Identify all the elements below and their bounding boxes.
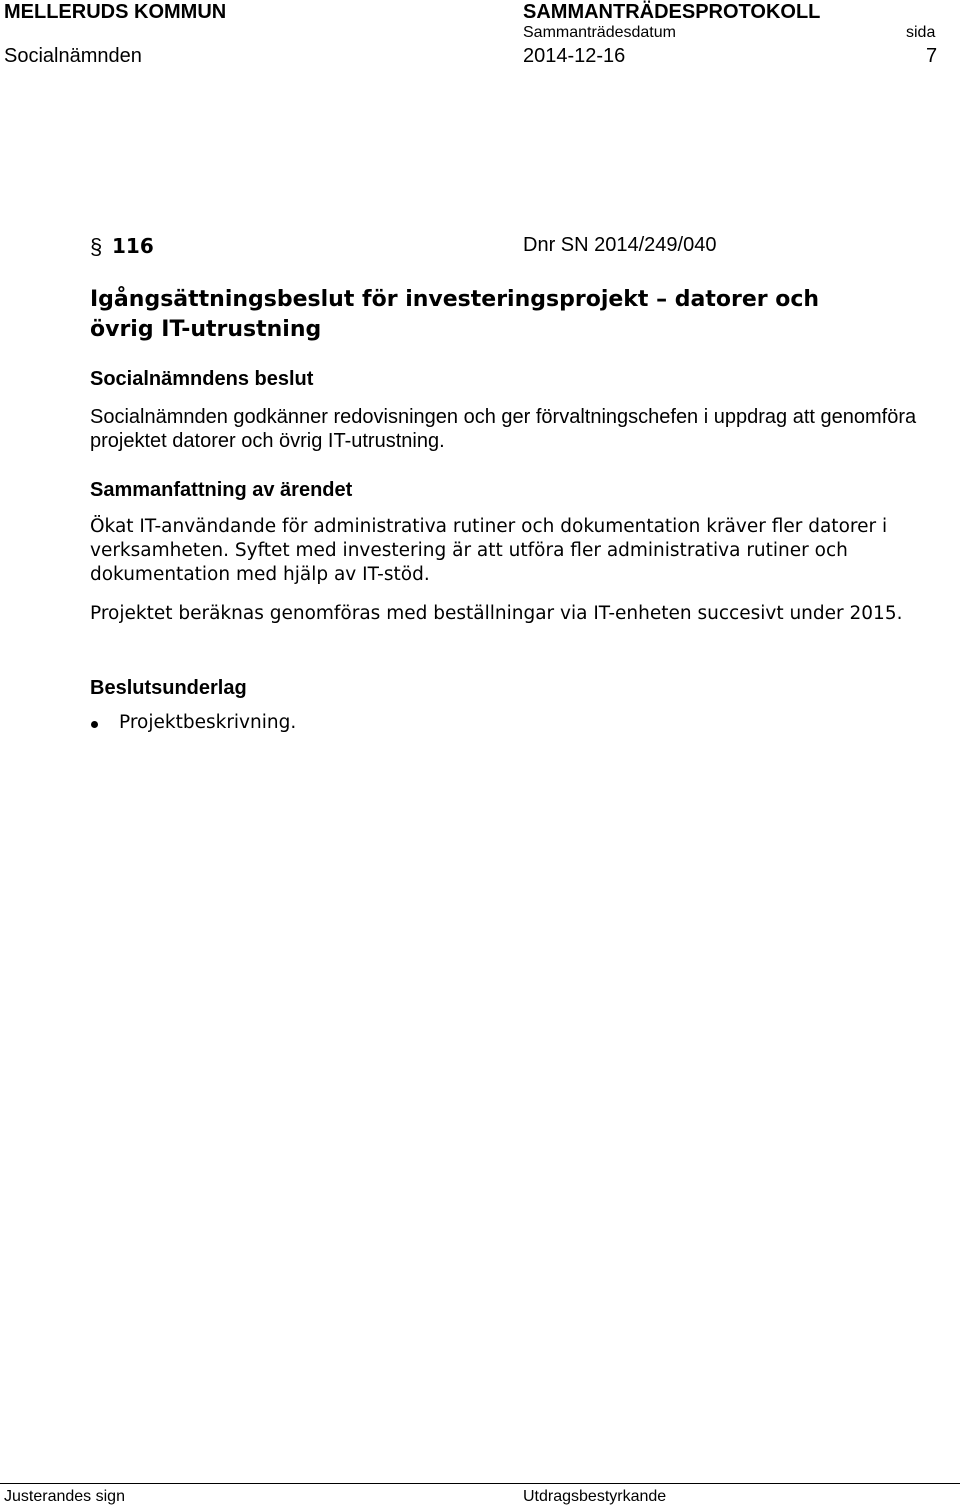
section-symbol: § — [90, 234, 103, 259]
meeting-date: 2014-12-16 — [523, 45, 626, 67]
certification-label: Utdragsbestyrkande — [523, 1488, 667, 1505]
signature-label: Justerandes sign — [4, 1488, 125, 1505]
section-title-line2: övrig IT-utrustning — [90, 317, 322, 342]
footer-divider — [0, 1483, 960, 1484]
body-name: Socialnämnden — [4, 45, 142, 67]
organization-name: MELLERUDS KOMMUN — [4, 1, 227, 23]
basis-heading: Beslutsunderlag — [90, 677, 247, 699]
section-title-line1: Igångsättningsbeslut för investeringsprojekt – datorer och — [90, 287, 820, 312]
decision-heading: Socialnämndens beslut — [90, 368, 314, 390]
page-number: 7 — [926, 45, 938, 67]
summary-paragraph-2: Projektet beräknas genomföras med beställningar via IT-enheten succesivt under 2015. — [90, 603, 903, 624]
bullet-icon — [91, 721, 98, 728]
date-label: Sammanträdesdatum — [523, 24, 676, 41]
document-type: SAMMANTRÄDESPROTOKOLL — [523, 1, 821, 23]
summary-paragraph-1: Ökat IT-användande för administrativa rutiner och dokumentation kräver fler datorer i verksamheten. Syftet med investering är att utföra fler administrativa rutiner och dokumentation med hjälp av IT-stöd. — [90, 516, 888, 585]
basis-item: Projektbeskrivning. — [119, 712, 297, 733]
page-label: sida — [906, 24, 936, 41]
case-reference: Dnr SN 2014/249/040 — [523, 234, 717, 256]
decision-text: Socialnämnden godkänner redovisningen och ger förvaltningschefen i uppdrag att genomföra projektet datorer och övrig IT-utrustning. — [90, 406, 917, 452]
summary-heading: Sammanfattning av ärendet — [90, 479, 353, 501]
section-number: 116 — [112, 234, 154, 258]
